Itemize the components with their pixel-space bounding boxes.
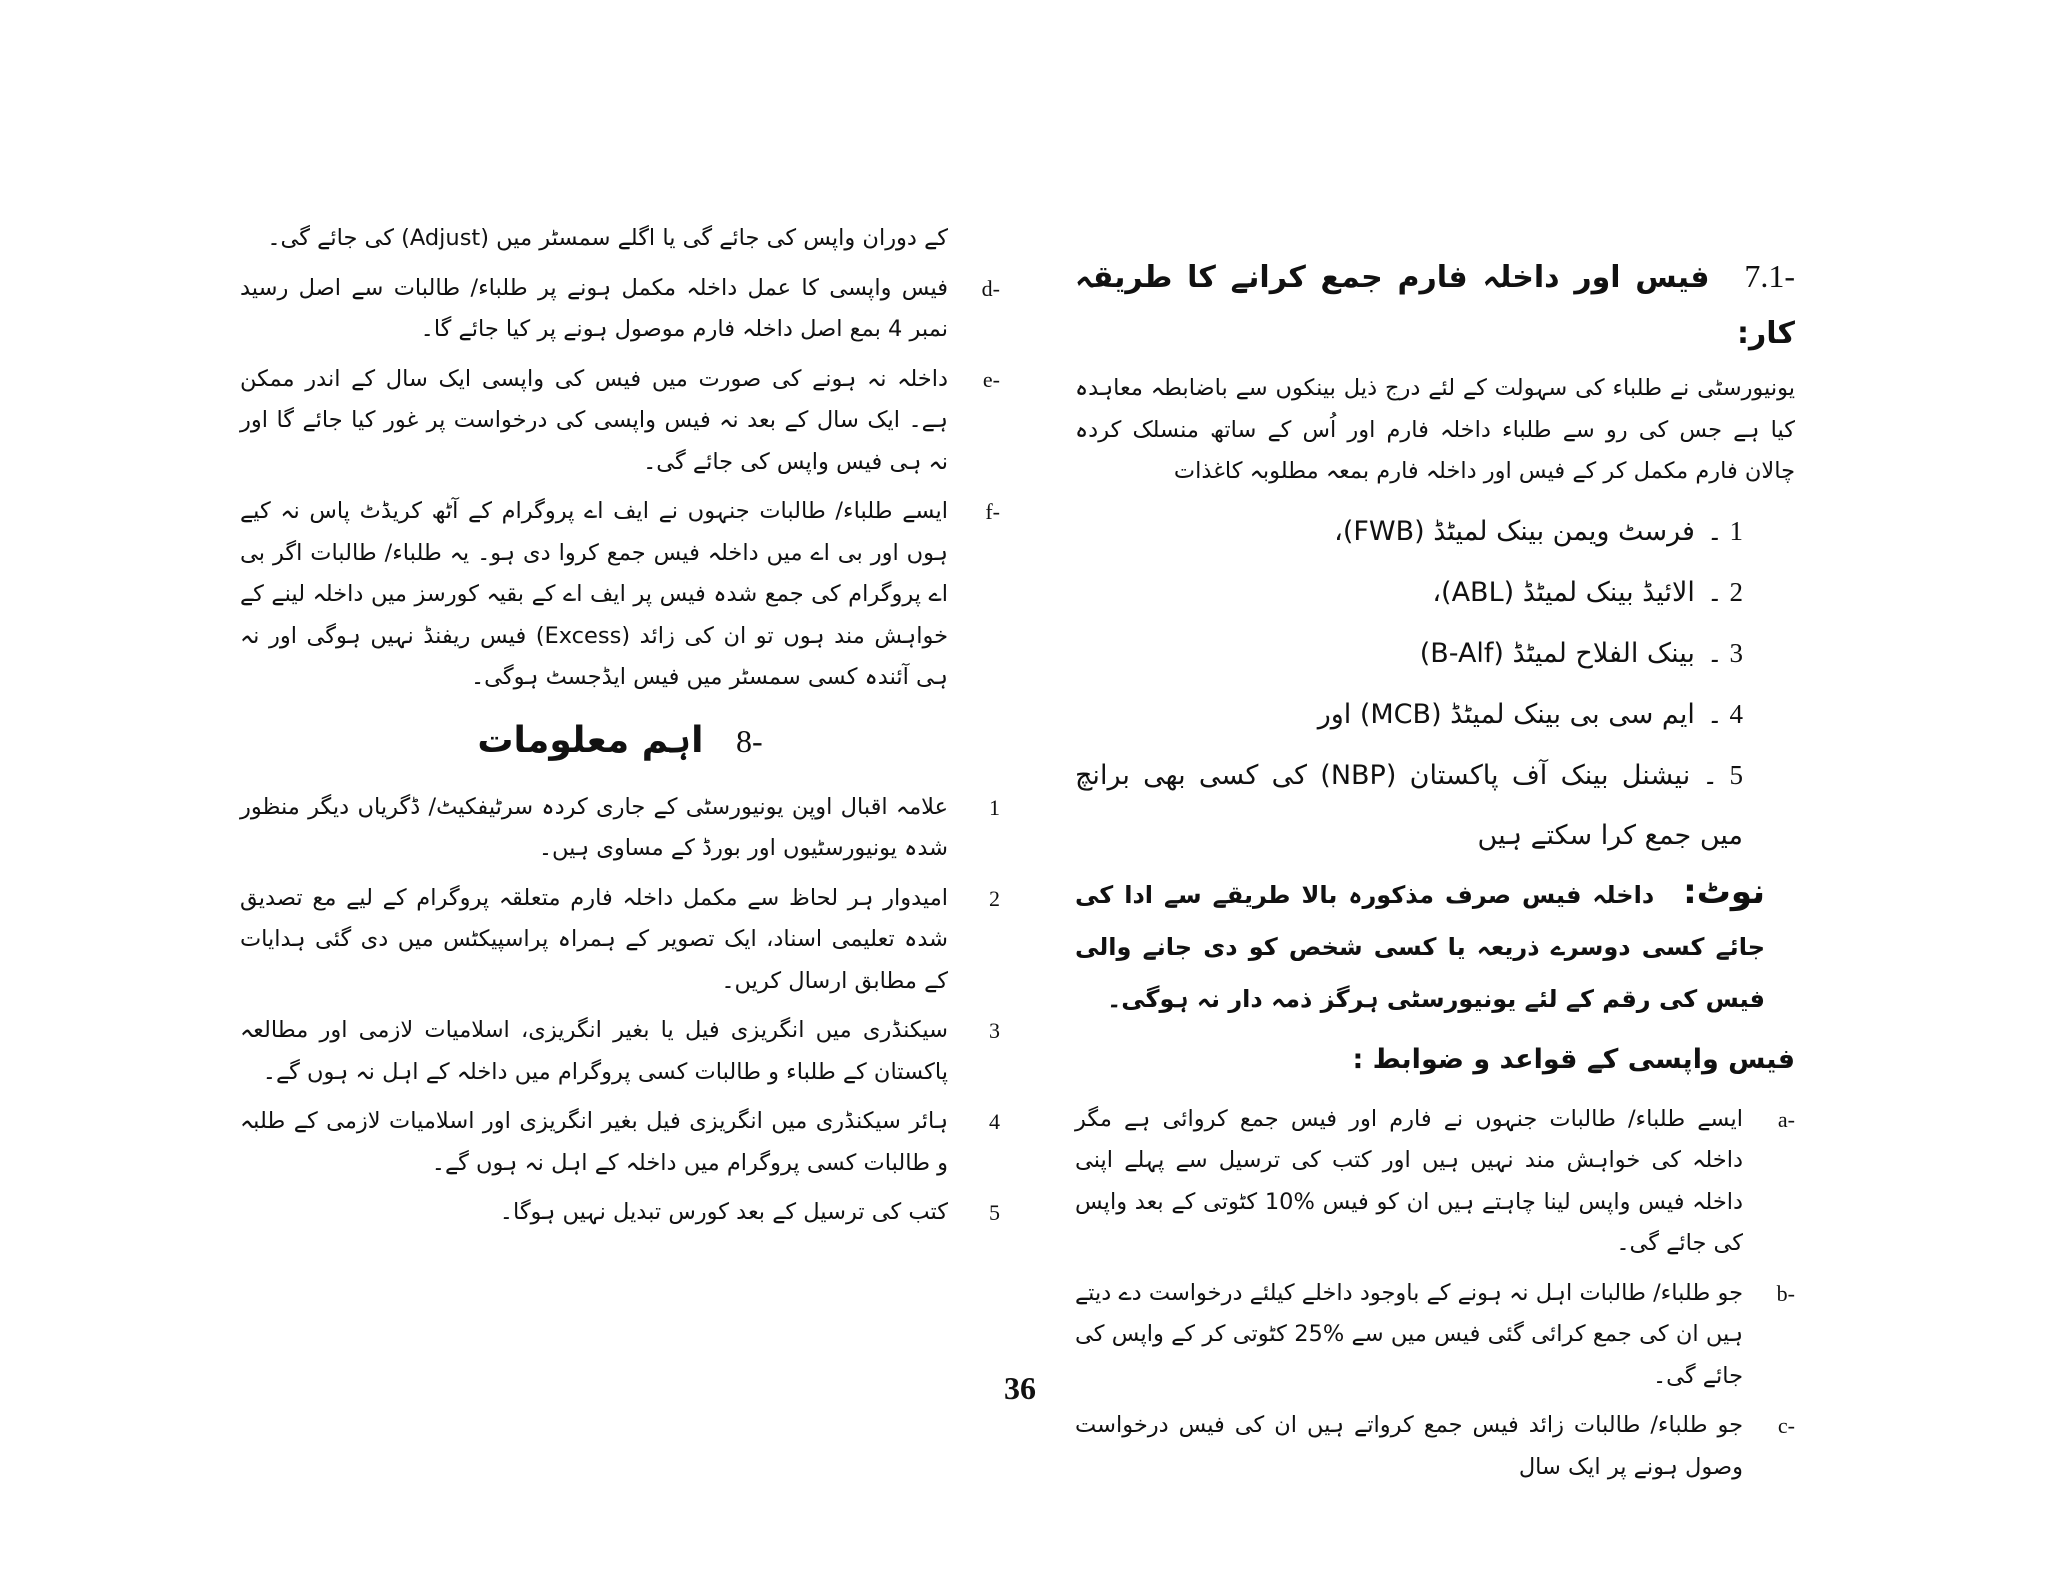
section-8-number: -8 — [735, 722, 763, 759]
refund-rules-heading: فیس واپسی کے قواعد و ضوابط : — [1352, 1043, 1795, 1075]
info-item: 1 علامہ اقبال اوپن یونیورسٹی کے جاری کردہ سرٹیفکیٹ/ ڈگریاں دیگر منظور شدہ یونیورسٹیوں اور بورڈ کے مساوی ہیں۔ — [240, 793, 1000, 861]
bank-item: 2 ۔الائیڈ بینک لمیٹڈ (ABL)، — [1432, 576, 1743, 608]
section-8-title: اہم معلومات — [477, 719, 704, 761]
refund-rule-a: -a ایسے طلباء/ طالبات جنہوں نے فارم اور فیس جمع کروائی ہے مگر داخلہ کی خواہش مند نہیں ہیں اور کتب کی ترسیل سے پہلے اپنی داخلہ فیس واپس لینا چاہتے ہیں ان کو فیس %10 کٹوتی کے بعد واپس کی جائے گی۔ — [1075, 1105, 1795, 1256]
info-item: 2 امیدوار ہر لحاظ سے مکمل داخلہ فارم متعلقہ پروگرام کے لیے مع تصدیق شدہ تعلیمی اسناد، ایک تصویر کے ہمراہ پراسپیکٹس میں دی گئی ہدایات کے مطابق ارسال کریں۔ — [240, 884, 1000, 994]
page-number: 36 — [1004, 1370, 1036, 1406]
right-column — [1075, 248, 1795, 1496]
section-7-1-title: فیس اور داخلہ فارم جمع کرانے کا طریقہ کار: — [1075, 260, 1795, 351]
refund-rule-b: -b جو طلباء/ طالبات اہل نہ ہونے کے باوجود داخلے کیلئے درخواست دے دیتے ہیں ان کی جمع کرائی گئی فیس میں سے %25 کٹوتی کر کے واپس کی جائے گی۔ — [1075, 1279, 1795, 1389]
note-text: داخلہ فیس صرف مذکورہ بالا طریقے سے ادا کی جائے کسی دوسرے ذریعہ یا کسی شخص کو دی جانے والی فیس کی رقم کے لئے یونیورسٹی ہرگز ذمہ دار نہ ہوگی۔ — [1075, 880, 1765, 1013]
bank-list — [1075, 501, 1795, 866]
note-block — [1075, 866, 1795, 1025]
refund-rule-c: -c جو طلباء/ طالبات زائد فیس جمع کرواتے ہیں ان کی فیس درخواست وصول ہونے پر ایک سال — [1075, 1412, 1795, 1480]
info-item: 3 سیکنڈری میں انگریزی فیل یا بغیر انگریزی، اسلامیات لازمی اور مطالعہ پاکستان کے طلباء و طالبات کسی پروگرام میں داخلہ کے اہل نہ ہوں گے۔ — [240, 1017, 1000, 1085]
refund-rule-c-continuation: کے دوران واپس کی جائے گی یا اگلے سمسٹر میں (Adjust) کی جائے گی۔ — [267, 225, 948, 251]
bank-item: 1 ۔فرسٹ ویمن بینک لمیٹڈ (FWB)، — [1334, 515, 1743, 547]
bank-item: 4 ۔ایم سی بی بینک لمیٹڈ (MCB) اور — [1317, 698, 1743, 730]
refund-rule-d: -d فیس واپسی کا عمل داخلہ مکمل ہونے پر طلباء/ طالبات سے اصل رسید نمبر 4 بمع اصل داخلہ فارم موصول ہونے پر کیا جائے گا۔ — [240, 274, 1000, 342]
section-8-heading — [240, 709, 1000, 773]
bank-item: 5 ۔نیشنل بینک آف پاکستان (NBP) کی کسی بھی برانچ میں جمع کرا سکتے ہیں — [1075, 759, 1743, 851]
section-7-1-intro: یونیورسٹی نے طلباء کی سہولت کے لئے درج ذیل بینکوں سے باضابطہ معاہدہ کیا ہے جس کی رو سے طلباء داخلہ فارم اور اُس کے ساتھ منسلک کردہ چالان فارم مکمل کر کے فیس اور داخلہ فارم بمعہ مطلوبہ کاغذات — [1075, 375, 1795, 484]
info-item: 5 کتب کی ترسیل کے بعد کورس تبدیل نہیں ہوگا۔ — [499, 1199, 1000, 1225]
refund-rule-f: -f ایسے طلباء/ طالبات جنہوں نے ایف اے پروگرام کے آٹھ کریڈٹ پاس نہ کیے ہوں اور بی اے میں داخلہ فیس جمع کروا دی ہو۔ یہ طلباء/ طالبات اگر بی اے پروگرام کی جمع شدہ فیس پر ایف اے کے بقیہ کورسز میں داخلہ لینے کے خواہش مند ہوں تو ان کی زائد (Excess) فیس ریفنڈ نہیں ہوگی اور نہ ہی آئندہ کسی سمسٹر میں فیس ایڈجسٹ ہوگی۔ — [240, 498, 1000, 690]
section-7-1-number: -7.1 — [1744, 258, 1795, 294]
info-item: 4 ہائر سیکنڈری میں انگریزی فیل بغیر انگریزی اور اسلامیات لازمی کے طلبہ و طالبات کسی پروگرام میں داخلہ کے اہل نہ ہوں گے۔ — [240, 1108, 1000, 1176]
bank-item: 3 ۔بینک الفلاح لمیٹڈ (B-Alf) — [1419, 637, 1743, 669]
refund-rule-e: -e داخلہ نہ ہونے کی صورت میں فیس کی واپسی ایک سال کے اندر ممکن ہے۔ ایک سال کے بعد نہ فیس واپسی کی درخواست پر غور کیا جائے گا اور نہ ہی فیس واپس کی جائے گی۔ — [240, 365, 1000, 475]
note-label: نوٹ: — [1683, 871, 1765, 912]
left-column — [240, 218, 1000, 1242]
section-7-1-heading — [1075, 248, 1795, 362]
